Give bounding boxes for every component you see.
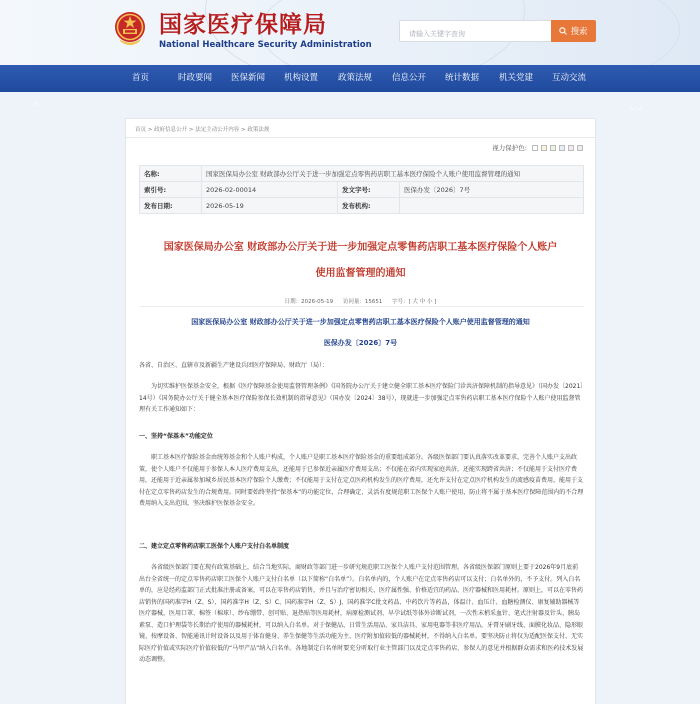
- meta-docno-value: 医保办发〔2026〕7号: [400, 182, 584, 198]
- intro-paragraph: 为切实维护医保基金安全，根据《医疗保障基金使用监督管理条例》《国务院办公厅关于建立健全职工基本医疗保险门诊共济保障机制的指导意见》（国办发〔2021〕14号）《国务院办公厅关于健全基本医疗保险参保长效机制的指导意见》（国办发〔2024〕38号），现就进一步加强定点零售药店职工基本医疗保险个人账户使用监督管理有关工作通知如下：: [139, 383, 584, 413]
- search-button-label: 搜索: [570, 27, 588, 37]
- main-nav: [0, 65, 700, 92]
- article-date: 日期：2026-05-19: [284, 299, 334, 305]
- site-subtitle: National Healthcare Security Administration: [159, 40, 372, 50]
- section-heading: 一、坚持“保基本”功能定位: [139, 433, 213, 440]
- meta-index-label: 索引号:: [140, 182, 202, 198]
- search-button[interactable]: [551, 20, 596, 42]
- nav-item-interaction[interactable]: 互动交流: [552, 73, 587, 83]
- meta-name-value: 国家医保局办公室 财政部办公厅关于进一步加强定点零售药店职工基本医疗保险个人账户使用监督管理的通知: [202, 166, 584, 182]
- color-swatch-white[interactable]: [532, 145, 538, 151]
- nav-item-party[interactable]: 机关党建: [499, 73, 534, 83]
- meta-docno-label: 发文字号:: [338, 182, 400, 198]
- meta-index-value: 2026-02-00014: [202, 182, 338, 198]
- color-swatch-yellow[interactable]: [541, 145, 547, 151]
- search-icon: [559, 27, 567, 35]
- national-emblem-icon: [113, 11, 147, 47]
- nav-item-home[interactable]: 首页: [132, 73, 150, 83]
- nav-item-medical-news[interactable]: 医保新闻: [231, 73, 266, 83]
- color-swatch-gray[interactable]: [577, 145, 583, 151]
- meta-row: [140, 166, 584, 182]
- meta-row: [140, 182, 584, 198]
- color-swatch-purple[interactable]: [568, 145, 574, 151]
- bird-decor-icon: 〰: [30, 98, 43, 112]
- article-info: [126, 297, 595, 305]
- color-swatch-blue[interactable]: [559, 145, 565, 151]
- document-meta-table: [139, 165, 584, 214]
- content-card: [125, 118, 596, 704]
- article-title-line2: 使用监督管理的通知: [315, 268, 406, 279]
- nav-item-statistics[interactable]: 统计数据: [445, 73, 480, 83]
- divider: [139, 306, 584, 307]
- section-heading: 二、建立定点零售药店职工医保个人账户支付白名单制度: [139, 543, 290, 550]
- article-title-line1: 国家医保局办公室 财政部办公厅关于进一步加强定点零售药店职工基本医疗保险个人账户: [163, 242, 558, 253]
- document-number: 医保办发〔2026〕7号: [323, 339, 398, 347]
- site-title: 国家医疗保障局: [159, 12, 327, 38]
- bird-decor-icon: 〰: [630, 102, 643, 116]
- nav-item-news[interactable]: 时政要闻: [178, 73, 213, 83]
- meta-date-value: 2026-05-19: [202, 198, 338, 214]
- font-size-switch[interactable]: 字号：[ 大 中 小 ]: [392, 299, 437, 305]
- vision-label: 视力保护色:: [492, 144, 527, 152]
- section-paragraph: 职工基本医疗保险基金由统筹基金和个人账户构成，个人账户是职工基本医疗保险基金的重要组成部分。各级医保部门要认真落实改革要求，完善个人账户支出政策，使个人账户不仅能用于参保人本人医疗费用支出，还能用于已参保近亲属医疗费用支出；不仅能在省内实现家庭共济，还能实现跨省共济；不仅能用于支付医疗费用，还能用于近亲属参加城乡居民基本医疗保险个人缴费；不仅能用于支付在定点医药机构发生的医疗费用，还允许支付在定点医疗机构发生的流感疫苗费用，能用于支付在定点零售药店发生的合规费用。同时要始终坚持“保基本”的功能定位，合理确定、灵活有度规范职工医保个人账户使用，防止将不属于基本医疗保障范围内的不合理费用纳入支出范围，坚决维护医保基金安全。: [139, 454, 584, 507]
- meta-date-label: 发布日期:: [140, 198, 202, 214]
- salutation: 各省、自治区、直辖市及新疆生产建设兵团医疗保障局、财政厅（局）：: [139, 362, 329, 369]
- search-box: [399, 20, 551, 42]
- vision-protection: [492, 143, 583, 152]
- meta-org-label: 发布机构:: [338, 198, 400, 214]
- meta-row: [140, 198, 584, 214]
- divider: [126, 137, 595, 138]
- search-input[interactable]: [400, 24, 551, 44]
- color-swatch-green[interactable]: [550, 145, 556, 151]
- breadcrumb[interactable]: 首页 > 政府信息公开 > 法定主动公开内容 > 政策法规: [135, 127, 270, 133]
- nav-item-disclosure[interactable]: 信息公开: [392, 73, 427, 83]
- section-paragraph: 各省级医保部门要在现有政策基础上，结合当地实际，商财政等部门进一步研究规范职工医保个人账户支付范围管理。各省级医保部门原则上要于2026年9月底前出台全省统一的定点零售药店职工医保个人账户支付白名单（以下简称“白名单”）。白名单内的，个人账户在定点零售药店可以支付；白名单外的，不予支付。列入白名单的，应是经药监部门正式批准注册或备案，可以在零售药店销售，并且与治疗密切相关、医疗属性强、价格适宜的药品、医疗器械和医用耗材。原则上，可以在零售药店销售的国药准字H（Z、S）、国药准字H（Z、S）C、国药准字H（Z、S）J、国药准字C批文药品、中药饮片等药品，体温计、血压计、血糖检测仪、康复辅助器械等医疗器械，医用口罩、棉签（棉球）、纱布绷带、创可贴、退热贴等医用耗材，病原检测试剂、早孕试纸等体外诊断试剂，一次性末梢采血针、笔式注射器及针头、胰岛素泵、造口护理袋等长期治疗使用的器械耗材，可以纳入白名单。对于保健品、日常生活用品、家具洁具、家用电器等非医疗用品，牙膏牙刷牙线、面膜化妆品、隐形眼镜、按摩设备、智能通讯计时设备以及用于体育健身、养生保健等生活功能为主、医疗附加值较低的器械耗材，不得纳入白名单。要坚决防止将仅为适配医保支付、无实际医疗价值或实际医疗价值较低的“马甲产品”纳入白名单。各地制定白名单时要充分听取行业主管部门以及定点零售药店、参保人的意见并根据群众需求和医药技术发展动态调整。: [139, 564, 584, 663]
- document-title: 国家医保局办公室 财政部办公厅关于进一步加强定点零售药店职工基本医疗保险个人账户使用监督管理的通知: [191, 318, 530, 326]
- nav-item-organization[interactable]: 机构设置: [284, 73, 319, 83]
- site-header: [0, 0, 700, 65]
- article-views: 访问量：15651: [342, 299, 383, 305]
- meta-name-label: 名称:: [140, 166, 202, 182]
- meta-org-value: [400, 198, 584, 214]
- nav-item-policy[interactable]: 政策法规: [338, 73, 373, 83]
